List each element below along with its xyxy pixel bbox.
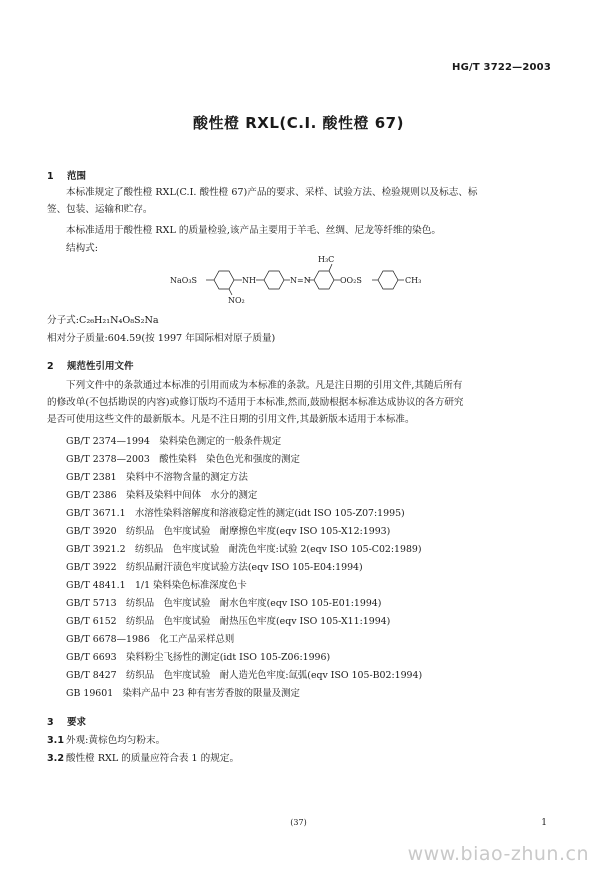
footer-document-page: (37) — [290, 818, 307, 827]
reference-item: GB/T 5713 纺织品 色牢度试验 耐水色牢度(eqv ISO 105-E01:1994) — [66, 598, 382, 609]
molecular-formula — [47, 312, 159, 326]
document-title: 酸性橙 RXL(C.I. 酸性橙 67) — [193, 114, 404, 132]
structure-ch3: CH₃ — [405, 276, 422, 285]
structure-no2: NO₂ — [228, 296, 245, 305]
structural-formula — [170, 252, 440, 308]
reference-item: GB/T 2381 染料中不溶物含量的测定方法 — [66, 472, 248, 483]
structure-oso2: OO₂S — [340, 276, 362, 285]
references-intro-line-1: 下列文件中的条款通过本标准的引用而成为本标准的条款。凡是注日期的引用文件,其随后所有 — [66, 380, 463, 391]
section-number: 3 — [47, 717, 54, 728]
section-title: 要求 — [67, 717, 87, 728]
reference-item: GB/T 6693 染料粉尘飞扬性的测定(idt ISO 105-Z06:1996) — [66, 652, 331, 663]
references-intro-line-3: 是否可使用这些文件的最新版本。凡是不注日期的引用文件,其最新版本适用于本标准。 — [47, 414, 415, 425]
structure-methyl: H₃C — [318, 255, 335, 264]
formula-label: 分子式: — [47, 315, 80, 326]
standard-code: HG/T 3722—2003 — [452, 62, 551, 73]
requirement-number: 3.2 — [47, 753, 64, 764]
section-heading-normative-references — [47, 358, 134, 372]
section-heading-requirements — [47, 714, 86, 728]
reference-item: GB/T 2378—2003 酸性染料 染色色光和强度的测定 — [66, 454, 300, 465]
references-intro-line-2: 的修改单(不包括勘误的内容)或修订版均不适用于本标准,然而,鼓励根据本标准达成协议的各方研究 — [47, 397, 464, 408]
section-title: 范围 — [67, 171, 87, 182]
reference-item: GB/T 4841.1 1/1 染料染色标准深度色卡 — [66, 580, 247, 591]
requirement-text: 外观:黄棕色均匀粉末。 — [66, 735, 166, 746]
section-number: 2 — [47, 361, 54, 372]
reference-item: GB/T 3671.1 水溶性染料溶解度和溶液稳定性的测定(idt ISO 105-Z07:1995) — [66, 508, 405, 519]
requirement-item — [47, 732, 165, 746]
requirement-text: 酸性橙 RXL 的质量应符合表 1 的规定。 — [66, 753, 240, 764]
scope-paragraph-2: 本标准适用于酸性橙 RXL 的质量检验,该产品主要用于羊毛、丝绸、尼龙等纤维的染色。 — [66, 225, 441, 236]
reference-item: GB/T 8427 纺织品 色牢度试验 耐人造光色牢度:氙弧(eqv ISO 105-B02:1994) — [66, 670, 423, 681]
scope-paragraph-1-line-1: 本标准规定了酸性橙 RXL(C.I. 酸性橙 67)产品的要求、采样、试验方法、检验规则以及标志、标 — [66, 187, 478, 198]
molecular-mass: 相对分子质量:604.59(按 1997 年国际相对原子质量) — [47, 333, 276, 344]
section-heading-scope — [47, 168, 86, 182]
references-intro — [47, 377, 552, 428]
formula-value: C₂₆H₂₁N₄O₈S₂Na — [79, 315, 159, 326]
structure-azo: N=N — [290, 276, 311, 285]
reference-item: GB/T 6152 纺织品 色牢度试验 耐热压色牢度(eqv ISO 105-X11:1994) — [66, 616, 391, 627]
scope-paragraph-1-line-2: 签、包装、运输和贮存。 — [47, 204, 153, 215]
reference-item: GB/T 3922 纺织品耐汗渍色牢度试验方法(eqv ISO 105-E04:1994) — [66, 562, 363, 573]
section-title: 规范性引用文件 — [67, 361, 134, 372]
reference-item: GB/T 3921.2 纺织品 色牢度试验 耐洗色牢度:试验 2(eqv ISO 105-C02:1989) — [66, 544, 422, 555]
reference-item: GB/T 3920 纺织品 色牢度试验 耐摩擦色牢度(eqv ISO 105-X12:1993) — [66, 526, 391, 537]
structure-nh: NH — [242, 276, 256, 285]
structure-naso3s: NaO₃S — [170, 276, 198, 285]
watermark: www.biao-zhun.cn — [407, 843, 589, 865]
section-number: 1 — [47, 171, 54, 182]
reference-item: GB/T 2386 染料及染料中间体 水分的测定 — [66, 490, 258, 501]
scope-paragraph-1 — [47, 184, 552, 218]
reference-item: GB/T 6678—1986 化工产品采样总则 — [66, 634, 235, 645]
reference-item: GB/T 2374—1994 染料染色测定的一般条件规定 — [66, 436, 282, 447]
requirement-number: 3.1 — [47, 735, 64, 746]
structure-label: 结构式: — [66, 243, 99, 254]
requirement-item — [47, 750, 239, 764]
reference-item: GB 19601 染料产品中 23 种有害芳香胺的限量及测定 — [66, 688, 300, 699]
footer-page-number: 1 — [541, 818, 547, 828]
